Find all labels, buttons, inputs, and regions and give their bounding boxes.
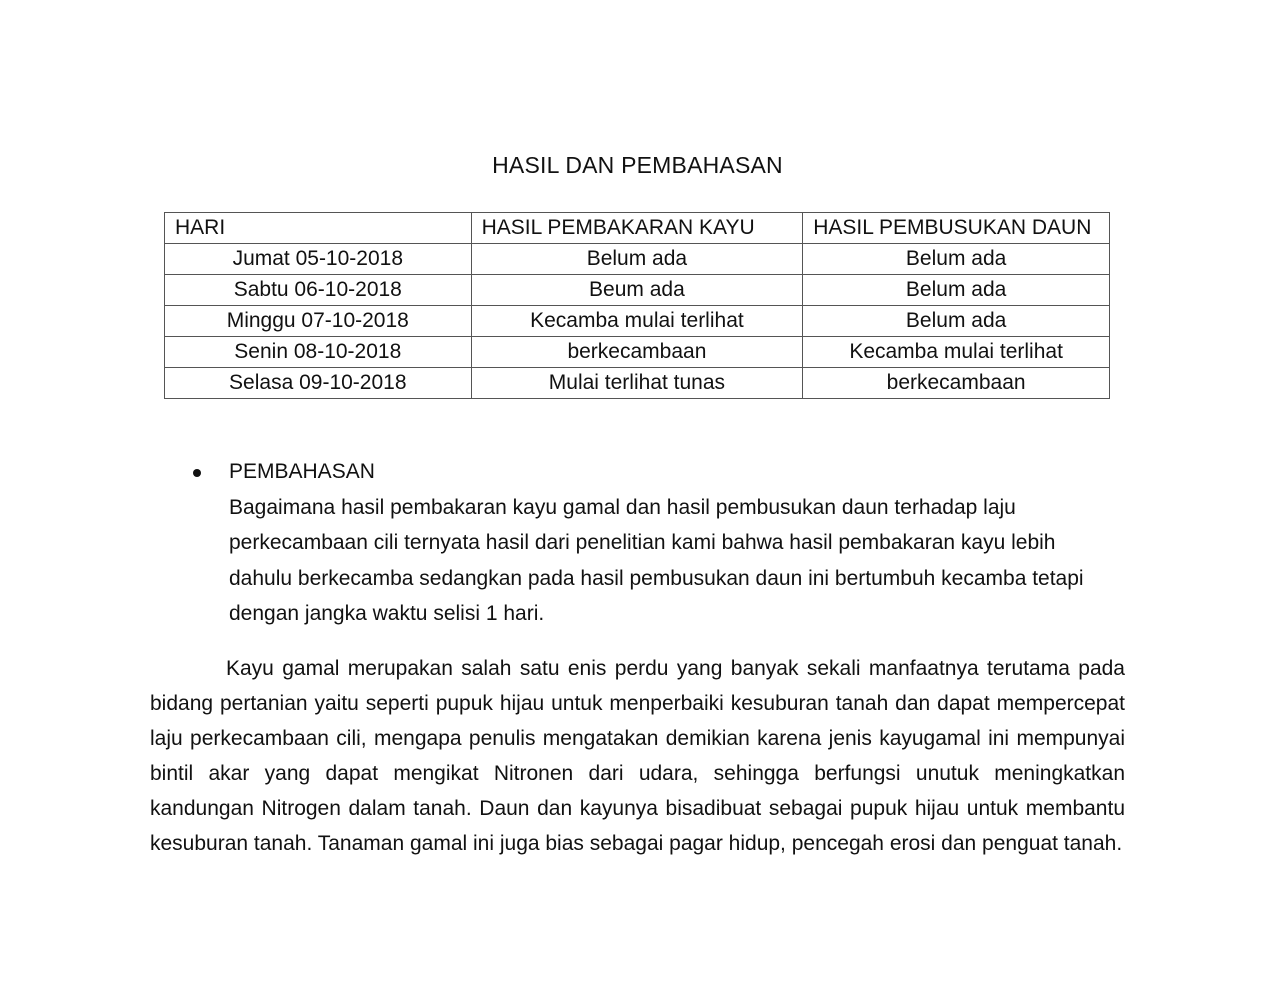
table-cell-day: Senin 08-10-2018 <box>165 337 472 368</box>
table-cell-pembakaran: Belum ada <box>471 244 803 275</box>
table-cell-pembakaran: berkecambaan <box>471 337 803 368</box>
table-header-row <box>165 213 1110 244</box>
column-header-pembusukan: HASIL PEMBUSUKAN DAUN <box>803 213 1110 244</box>
results-table <box>164 212 1110 399</box>
table-cell-day: Minggu 07-10-2018 <box>165 306 472 337</box>
table-cell-pembusukan: Kecamba mulai terlihat <box>803 337 1110 368</box>
column-header-hari: HARI <box>165 213 472 244</box>
table-cell-pembakaran: Kecamba mulai terlihat <box>471 306 803 337</box>
table-row <box>165 244 1110 275</box>
page-title: HASIL DAN PEMBAHASAN <box>492 152 783 178</box>
table-cell-pembusukan: berkecambaan <box>803 368 1110 399</box>
table-cell-pembusukan: Belum ada <box>803 244 1110 275</box>
table-cell-day: Selasa 09-10-2018 <box>165 368 472 399</box>
column-header-pembakaran: HASIL PEMBAKARAN KAYU <box>471 213 803 244</box>
table-cell-day: Sabtu 06-10-2018 <box>165 275 472 306</box>
bullet-paragraph: Bagaimana hasil pembakaran kayu gamal dan hasil pembusukan daun terhadap laju perkecambaan cili ternyata hasil dari penelitian kami bahwa hasil pembakaran kayu lebih dahulu berkecamba sedangkan pada hasil pembusukan daun ini bertumbuh kecamba tetapi dengan jangka waktu selisi 1 hari. <box>229 496 1084 625</box>
table-cell-pembakaran: Beum ada <box>471 275 803 306</box>
table-cell-pembusukan: Belum ada <box>803 275 1110 306</box>
bullet-heading: PEMBAHASAN <box>229 460 375 483</box>
body-paragraph: Kayu gamal merupakan salah satu enis perdu yang banyak sekali manfaatnya terutama pada bidang pertanian yaitu seperti pupuk hijau untuk menperbaiki kesuburan tanah dan dapat mempercepat laju perkecambaan cili, mengapa penulis mengatakan demikian karena jenis kayugamal ini mempunyai bintil akar yang dapat mengikat Nitronen dari udara, sehingga berfungsi unutuk meningkatkan kandungan Nitrogen dalam tanah. Daun dan kayunya bisadibuat sebagai pupuk hijau untuk membantu kesuburan tanah. Tanaman gamal ini juga bias sebagai pagar hidup, pencegah erosi dan penguat tanah. <box>150 657 1125 856</box>
table-row <box>165 368 1110 399</box>
bullet-dot-icon <box>193 469 201 477</box>
table-row <box>165 306 1110 337</box>
table-cell-pembusukan: Belum ada <box>803 306 1110 337</box>
table-row <box>165 275 1110 306</box>
table-row <box>165 337 1110 368</box>
table-cell-day: Jumat 05-10-2018 <box>165 244 472 275</box>
table-cell-pembakaran: Mulai terlihat tunas <box>471 368 803 399</box>
